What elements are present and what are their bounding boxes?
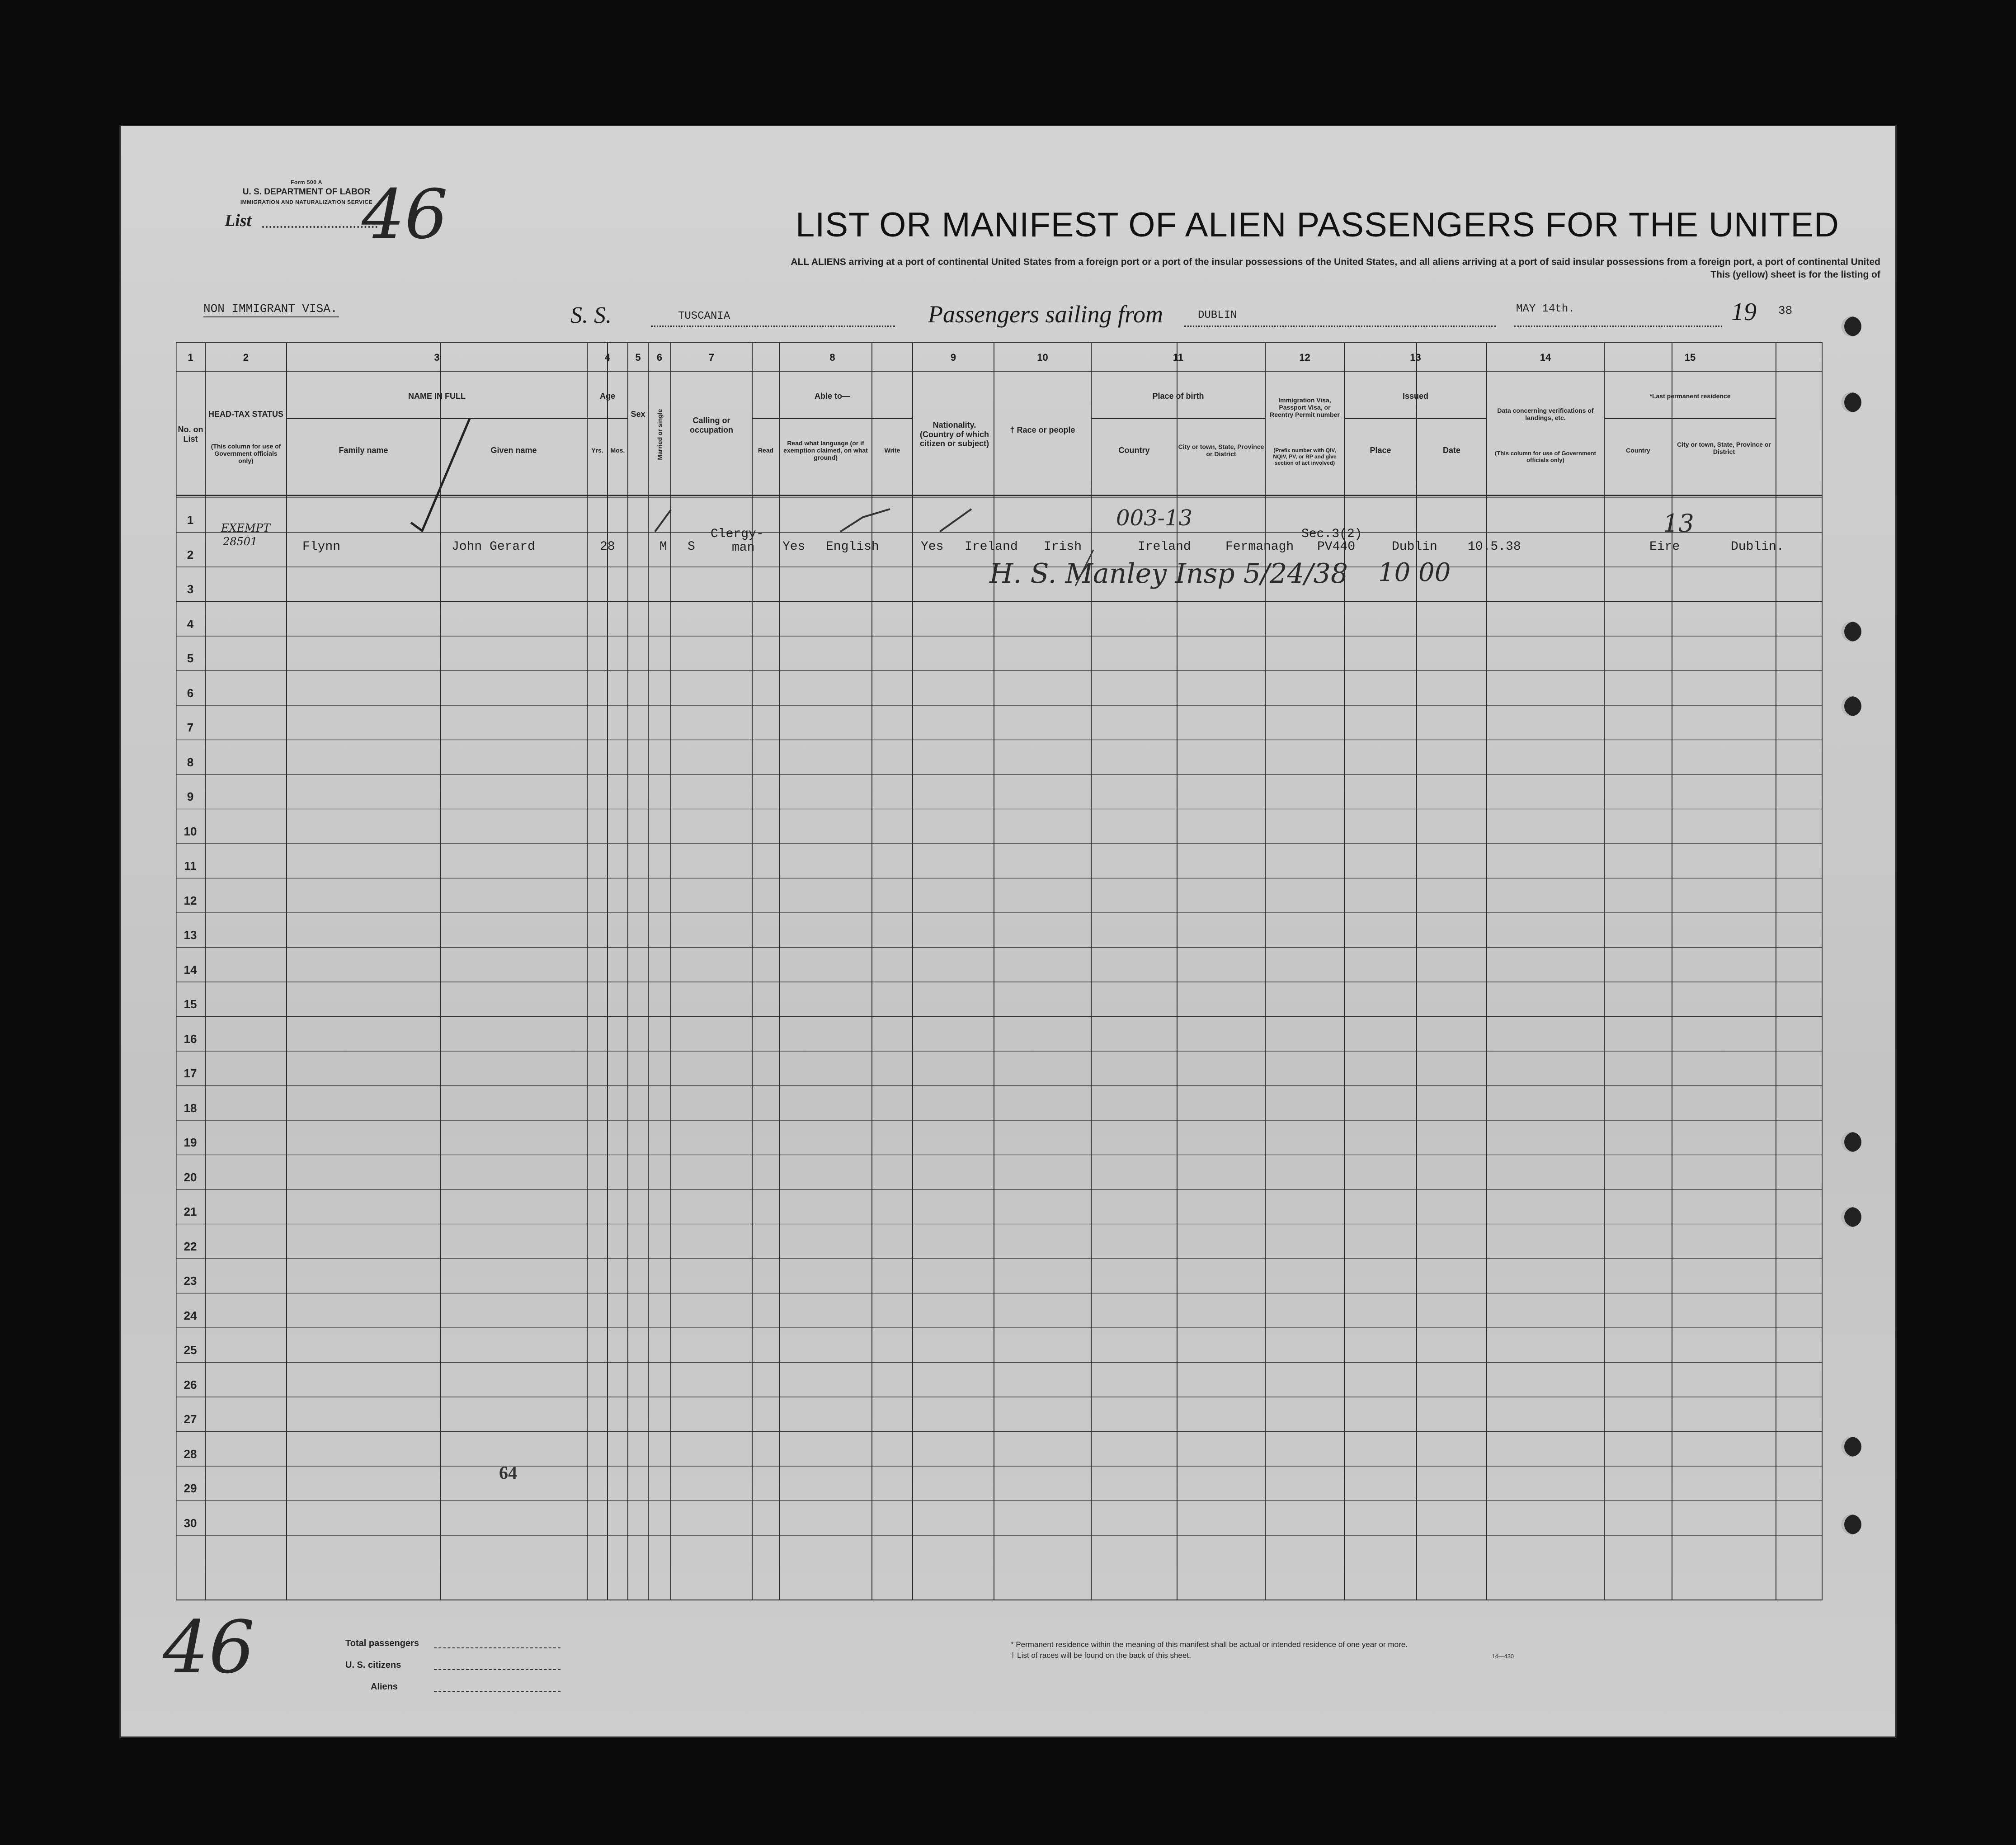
total-passengers-line <box>434 1647 561 1648</box>
col-number: 8 <box>829 352 835 363</box>
row-number: 17 <box>184 1066 197 1080</box>
header-age: Age <box>599 391 615 401</box>
race-value: Irish <box>1044 540 1082 554</box>
header-write: Write <box>884 446 900 454</box>
inspector-signature: H. S. Manley Insp 5/24/38 <box>989 558 1348 590</box>
header-mos: Mos. <box>610 446 625 454</box>
visa-value-1: Sec.3(2) <box>1301 527 1362 541</box>
punch-hole <box>1842 1437 1861 1457</box>
year-suffix: 38 <box>1778 304 1793 317</box>
given-name-value: John Gerard <box>452 540 535 554</box>
col-number: 3 <box>434 352 440 363</box>
visa-underline <box>203 316 339 317</box>
row-number: 23 <box>184 1274 197 1288</box>
header-yrs: Yrs. <box>591 446 603 454</box>
us-citizens-line <box>434 1669 561 1670</box>
port-name: DUBLIN <box>1198 309 1237 321</box>
sex-value: M <box>659 540 667 554</box>
occupation-value-1: Clergy- <box>711 527 764 541</box>
col-number: 10 <box>1037 352 1048 363</box>
row-number: 15 <box>184 997 197 1011</box>
issued-date-value: 10.5.38 <box>1468 540 1521 554</box>
row-number: 30 <box>184 1516 197 1530</box>
row-number: 24 <box>184 1308 197 1322</box>
header-place-of-birth: Place of birth <box>1152 391 1204 401</box>
col-number: 14 <box>1540 352 1551 363</box>
row-number: 27 <box>184 1412 197 1426</box>
punch-hole <box>1842 1207 1861 1227</box>
header-given-name: Given name <box>490 445 537 455</box>
header-immigration-visa-note: (Prefix number with QIV, NQIV, PV, or RP and give section of act involved) <box>1273 447 1337 466</box>
header-head-tax: HEAD-TAX STATUS <box>208 409 283 419</box>
sailing-date: MAY 14th. <box>1516 303 1575 315</box>
ss-label: S. S. <box>570 302 612 328</box>
col-number: 12 <box>1299 352 1310 363</box>
code-annotation: 003-13 <box>1116 505 1192 531</box>
footer-list-number: 46 <box>163 1605 255 1689</box>
row-number: 6 <box>187 686 194 700</box>
header-birth-city: City or town, State, Province or District <box>1178 443 1264 458</box>
footnote-residence: * Permanent residence within the meaning of this manifest shall be actual or intended residence of one year or more. <box>1011 1640 1408 1649</box>
punch-hole <box>1842 392 1861 412</box>
row-number: 22 <box>184 1239 197 1253</box>
header-nationality: Nationality. (Country of which citizen or subject) <box>919 420 989 448</box>
header-name-in-full: NAME IN FULL <box>408 391 466 401</box>
header-data-concerning-note: (This column for use of Government officials only) <box>1495 450 1596 463</box>
sailing-label: Passengers sailing from <box>928 301 1163 328</box>
issued-place-value: Dublin <box>1392 540 1437 554</box>
aliens-label: Aliens <box>371 1682 398 1692</box>
read-value: Yes <box>782 540 805 554</box>
header-res-city: City or town, State, Province or District <box>1677 440 1771 455</box>
row-number: 29 <box>184 1482 197 1495</box>
header-read-language: Read what language (or if exemption claimed, on what ground) <box>783 439 868 462</box>
list-label: List <box>225 211 252 230</box>
punch-hole <box>1842 316 1861 336</box>
check-marks <box>176 342 1823 658</box>
birth-city-value: Fermanagh <box>1225 540 1294 554</box>
birth-country-value: Ireland <box>1138 540 1191 554</box>
header-issued: Issued <box>1402 391 1429 401</box>
row-number: 11 <box>184 859 197 873</box>
nationality-value: Ireland <box>965 540 1018 554</box>
col-number: 15 <box>1684 352 1696 363</box>
row-number: 12 <box>184 893 197 907</box>
department-name: U. S. DEPARTMENT OF LABOR <box>242 187 371 197</box>
year-prefix: 19 <box>1731 298 1757 326</box>
row-number: 14 <box>184 963 197 977</box>
language-value: English <box>826 540 879 554</box>
row-number: 10 <box>184 824 197 838</box>
header-issued-place: Place <box>1370 445 1391 455</box>
total-passengers-label: Total passengers <box>345 1638 419 1648</box>
header-data-concerning: Data concerning verifications of landings, etc. <box>1497 406 1594 421</box>
port-line <box>1184 326 1496 327</box>
row-number: 3 <box>187 582 194 596</box>
service-name: IMMIGRATION AND NATURALIZATION SERVICE <box>240 199 373 205</box>
row-number: 20 <box>184 1170 197 1184</box>
col-number: 4 <box>604 352 611 363</box>
aliens-line <box>434 1691 561 1692</box>
write-value: Yes <box>921 540 944 554</box>
punch-hole <box>1842 1132 1861 1152</box>
row-number: 18 <box>184 1101 197 1115</box>
occupation-value-2: man <box>732 541 755 555</box>
row-number: 4 <box>187 617 194 631</box>
header-race: † Race or people <box>1010 425 1075 434</box>
header-birth-country: Country <box>1118 445 1150 455</box>
header-res-country: Country <box>1626 446 1650 454</box>
page-title: LIST OR MANIFEST OF ALIEN PASSENGERS FOR THE UNITED <box>796 206 1839 244</box>
date-line <box>1514 326 1722 327</box>
row-number: 9 <box>187 790 194 803</box>
head-tax-code: 28501 <box>223 535 258 548</box>
form-code: 14—430 <box>1492 1653 1514 1660</box>
row-number: 16 <box>184 1032 197 1046</box>
header-able-to: Able to— <box>815 391 850 401</box>
subtitle-line-2: This (yellow) sheet is for the listing of <box>1710 269 1880 280</box>
col-number: 9 <box>950 352 956 363</box>
head-tax-value: EXEMPT <box>221 522 270 534</box>
header-issued-date: Date <box>1442 445 1460 455</box>
list-number-handwritten: 46 <box>362 175 448 254</box>
page-subtitle <box>791 256 1880 281</box>
row-number: 21 <box>184 1205 197 1218</box>
header-read: Read <box>758 446 774 454</box>
row-number: 26 <box>184 1378 197 1392</box>
col-number: 1 <box>188 352 193 363</box>
amount-annotation: 10 00 <box>1378 558 1451 587</box>
header-head-tax-note: (This column for use of Government officials only) <box>211 442 281 465</box>
footnote-races: † List of races will be found on the back of this sheet. <box>1011 1651 1191 1660</box>
age-yrs-value: 28 <box>600 540 615 554</box>
row-number: 28 <box>184 1447 197 1461</box>
col-number: 2 <box>243 352 249 363</box>
col-number: 7 <box>708 352 715 363</box>
family-name-value: Flynn <box>302 540 341 554</box>
punch-hole <box>1842 622 1861 642</box>
list-number-line <box>262 226 377 228</box>
ship-line <box>651 326 895 327</box>
header-immigration-visa: Immigration Visa, Passport Visa, or Reentry Permit number <box>1270 396 1340 419</box>
row-number: 7 <box>187 721 194 734</box>
header-no-on-list: No. on List <box>178 425 203 444</box>
us-citizens-label: U. S. citizens <box>345 1660 401 1670</box>
subtitle-line-1: ALL ALIENS arriving at a port of continental United States from a foreign port or a port of the insular possessions of the United States, and all aliens arriving at a port of said insular possessions from a foreign port, a port of continental United <box>791 257 1880 267</box>
footnotes <box>1011 1639 1408 1661</box>
row-number: 13 <box>184 928 197 942</box>
form-number: Form 500 A <box>291 179 322 185</box>
punch-hole <box>1842 696 1861 716</box>
married-value: S <box>688 540 695 554</box>
header-last-residence: *Last permanent residence <box>1649 392 1731 400</box>
visa-type: NON IMMIGRANT VISA. <box>203 302 338 316</box>
punch-hole <box>1842 1515 1861 1534</box>
res-city-value: Dublin. <box>1731 540 1784 554</box>
visa-value-2: PV440 <box>1317 540 1356 554</box>
residence-code-annotation: 13 <box>1663 509 1694 538</box>
ship-name: TUSCANIA <box>678 310 730 322</box>
manifest-table <box>176 342 1823 1600</box>
row-number: 5 <box>187 651 194 665</box>
header-sex: Sex <box>631 409 645 419</box>
col-number: 13 <box>1410 352 1421 363</box>
header-calling: Calling or occupation <box>689 416 733 434</box>
col-number: 11 <box>1173 352 1184 363</box>
row-number: 1 <box>187 513 194 527</box>
header-family-name: Family name <box>339 445 388 455</box>
row-number: 8 <box>187 755 194 769</box>
row-number: 19 <box>184 1136 197 1149</box>
col-number: 6 <box>656 352 663 363</box>
header-married-text: Married or single <box>655 409 663 460</box>
row-number: 2 <box>187 547 194 562</box>
col-number: 5 <box>635 352 641 363</box>
row-number: 25 <box>184 1343 197 1357</box>
stamp-number: 64 <box>499 1463 517 1483</box>
res-country-value: Eire <box>1649 540 1680 554</box>
